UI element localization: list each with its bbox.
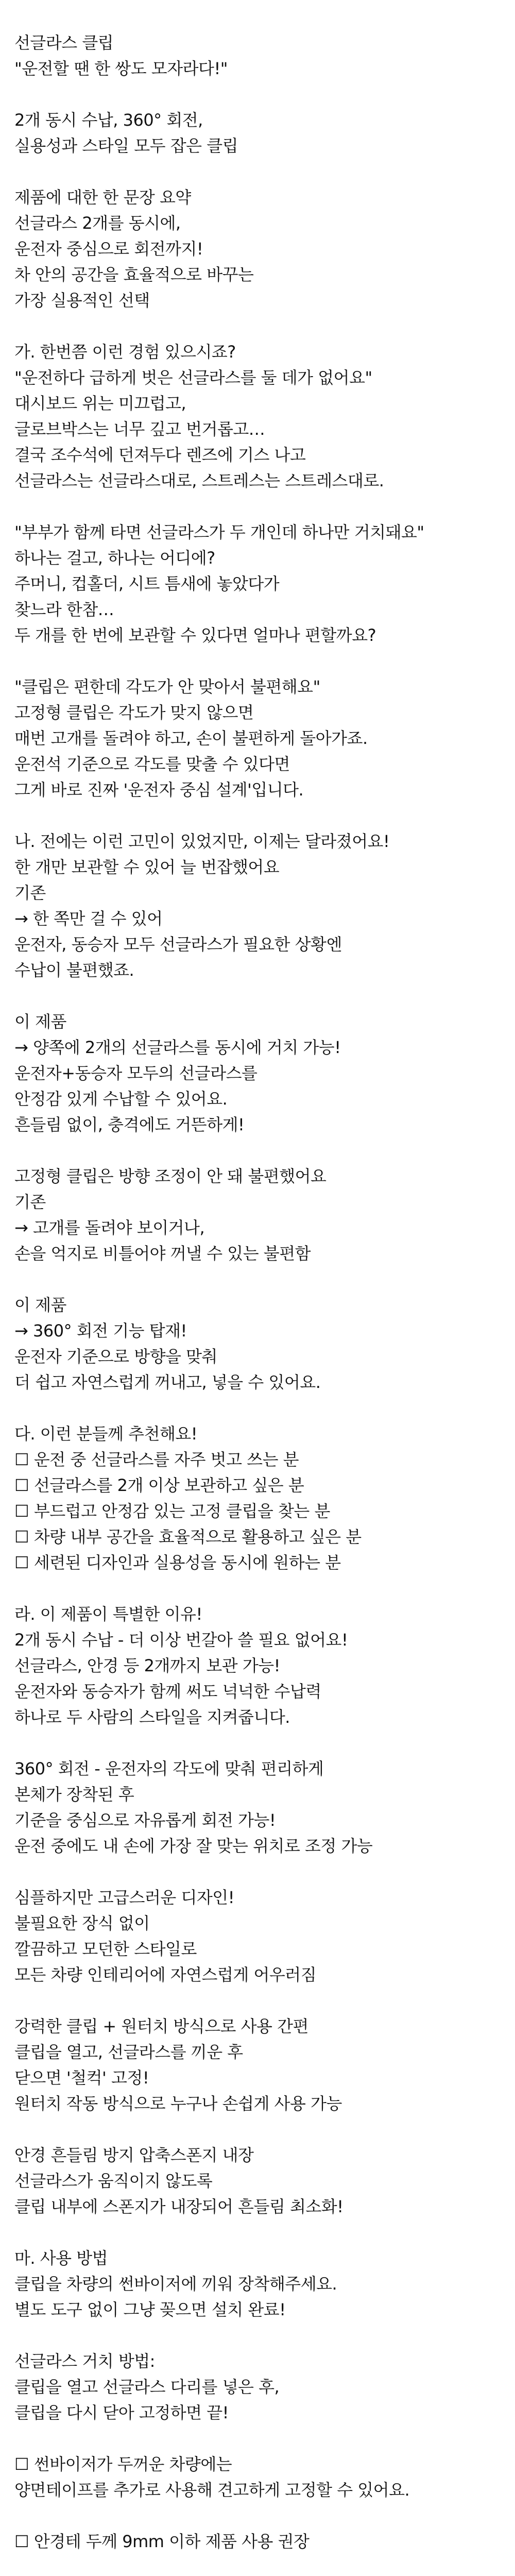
text-line: 닫으면 '철컥' 고정! bbox=[14, 2068, 149, 2088]
text-line: ☐ 세련된 디자인과 실용성을 동시에 원하는 분 bbox=[14, 1553, 341, 1572]
text-line: 실용성과 스타일 모두 잡은 클립 bbox=[14, 136, 238, 156]
text-line: 불필요한 장식 없이 bbox=[14, 1913, 150, 1933]
text-line: 운전자, 동승자 모두 선글라스가 필요한 상황엔 bbox=[14, 935, 342, 954]
text-line: 흔들림 없이, 충격에도 거뜬하게! bbox=[14, 1115, 245, 1134]
text-line: 선글라스는 선글라스대로, 스트레스는 스트레스대로. bbox=[14, 471, 384, 490]
text-line: 운전자 중심으로 회전까지! bbox=[14, 239, 203, 259]
text-line: 선글라스, 안경 등 2개까지 보관 가능! bbox=[14, 1656, 280, 1675]
blank-line bbox=[14, 2554, 515, 2576]
text-line: 안정감 있게 수납할 수 있어요. bbox=[14, 1089, 228, 1109]
blank-line bbox=[14, 494, 515, 519]
text-line: ☐ 선글라스를 2개 이상 보관하고 싶은 분 bbox=[14, 1476, 304, 1495]
text-line: 기준을 중심으로 자유롭게 회전 가능! bbox=[14, 1810, 276, 1830]
text-line: 차 안의 공간을 효율적으로 바꾸는 bbox=[14, 265, 254, 284]
blank-line bbox=[14, 1988, 515, 2013]
blank-line bbox=[14, 1859, 515, 1885]
text-line: 결국 조수석에 던져두다 렌즈에 기스 나고 bbox=[14, 445, 306, 465]
text-line: 가장 실용적인 선택 bbox=[14, 291, 150, 310]
text-line: → 360° 회전 기능 탑재! bbox=[14, 1321, 187, 1341]
text-line: 운전자 기준으로 방향을 맞춰 bbox=[14, 1347, 217, 1366]
text-line: 마. 사용 방법 bbox=[14, 2248, 108, 2268]
text-line: 매번 고개를 돌려야 하고, 손이 불편하게 돌아가죠. bbox=[14, 728, 368, 748]
text-line: ☐ 차량 내부 공간을 효율적으로 활용하고 싶은 분 bbox=[14, 1527, 362, 1547]
text-line: "운전할 땐 한 쌍도 모자라다!" bbox=[14, 59, 228, 78]
text-line: 안경 흔들림 방지 압축스폰지 내장 bbox=[14, 2145, 254, 2165]
text-line: → 한 쪽만 걸 수 있어 bbox=[14, 909, 163, 928]
blank-line bbox=[14, 2503, 515, 2529]
text-line: 별도 도구 없이 그냥 꽂으면 설치 완료! bbox=[14, 2300, 286, 2319]
text-line: ☐ 안경테 두께 9mm 이하 제품 사용 권장 bbox=[14, 2532, 310, 2551]
text-line: "클립은 편한데 각도가 안 맞아서 불편해요" bbox=[14, 677, 320, 697]
text-line: 손을 억지로 비틀어야 꺼낼 수 있는 불편함 bbox=[14, 1244, 311, 1263]
text-line: → 고개를 돌려야 보이거나, bbox=[14, 1218, 205, 1238]
text-line: ☐ 썬바이저가 두꺼운 차량에는 bbox=[14, 2454, 232, 2474]
blank-line bbox=[14, 1730, 515, 1756]
blank-line bbox=[14, 1266, 515, 1292]
text-line: 하나는 걸고, 하나는 어디에? bbox=[14, 548, 215, 568]
text-line: 글로브박스는 너무 깊고 번거롭고… bbox=[14, 419, 265, 439]
text-line: 강력한 클립 + 원터치 방식으로 사용 간편 bbox=[14, 2016, 308, 2036]
text-line: 심플하지만 고급스러운 디자인! bbox=[14, 1888, 235, 1907]
text-line: 제품에 대한 한 문장 요약 bbox=[14, 188, 191, 207]
blank-line bbox=[14, 2219, 515, 2245]
text-line: 수납이 불편했죠. bbox=[14, 960, 134, 980]
text-line: → 양쪽에 2개의 선글라스를 동시에 거치 가능! bbox=[14, 1038, 341, 1057]
text-line: 이 제품 bbox=[14, 1012, 66, 1031]
text-line: 클립을 열고 선글라스 다리를 넣은 후, bbox=[14, 2377, 280, 2397]
text-line: 클립을 열고, 선글라스를 끼운 후 bbox=[14, 2042, 243, 2062]
text-line: 2개 동시 수납, 360° 회전, bbox=[14, 110, 203, 130]
text-line: 두 개를 한 번에 보관할 수 있다면 얼마나 편할까요? bbox=[14, 625, 376, 645]
text-line: 고정형 클립은 방향 조정이 안 돼 불편했어요 bbox=[14, 1166, 327, 1186]
text-line: 더 쉽고 자연스럽게 꺼내고, 넣을 수 있어요. bbox=[14, 1372, 321, 1392]
blank-line bbox=[14, 1138, 515, 1163]
text-line: "부부가 함께 타면 선글라스가 두 개인데 하나만 거치돼요" bbox=[14, 522, 424, 542]
text-line: 하나로 두 사람의 스타일을 지켜줍니다. bbox=[14, 1707, 290, 1727]
text-line: 가. 한번쯤 이런 경험 있으시죠? bbox=[14, 342, 236, 362]
blank-line bbox=[14, 2323, 515, 2348]
text-line: ☐ 운전 중 선글라스를 자주 벗고 쓰는 분 bbox=[14, 1450, 299, 1469]
text-line: ☐ 부드럽고 안정감 있는 고정 클립을 찾는 분 bbox=[14, 1501, 330, 1521]
text-line: "운전하다 급하게 벗은 선글라스를 둘 데가 없어요" bbox=[14, 368, 372, 387]
text-line: 360° 회전 - 운전자의 각도에 맞춰 편리하게 bbox=[14, 1759, 324, 1778]
blank-line bbox=[14, 81, 515, 107]
text-line: 한 개만 보관할 수 있어 늘 번잡했어요 bbox=[14, 857, 280, 877]
blank-line bbox=[14, 983, 515, 1009]
text-line: 선글라스가 움직이지 않도록 bbox=[14, 2171, 213, 2191]
blank-line bbox=[14, 2426, 515, 2451]
text-line: 원터치 작동 방식으로 누구나 손쉽게 사용 가능 bbox=[14, 2094, 342, 2113]
text-line: 라. 이 제품이 특별한 이유! bbox=[14, 1604, 202, 1624]
text-line: 대시보드 위는 미끄럽고, bbox=[14, 394, 186, 413]
text-line: 찾느라 한참… bbox=[14, 600, 114, 619]
text-line: 모든 차량 인테리어에 자연스럽게 어우러짐 bbox=[14, 1965, 317, 1985]
text-line: 그게 바로 진짜 '운전자 중심 설계'입니다. bbox=[14, 780, 304, 800]
text-line: 이 제품 bbox=[14, 1295, 66, 1315]
blank-line bbox=[14, 1395, 515, 1421]
text-line: 클립을 차량의 썬바이저에 끼워 장착해주세요. bbox=[14, 2274, 337, 2294]
text-line: 클립을 다시 닫아 고정하면 끝! bbox=[14, 2403, 229, 2422]
text-line: 운전자+동승자 모두의 선글라스를 bbox=[14, 1063, 258, 1083]
text-line: 다. 이런 분들께 추천해요! bbox=[14, 1424, 198, 1444]
text-line: 운전석 기준으로 각도를 맞출 수 있다면 bbox=[14, 754, 290, 774]
text-line: 나. 전에는 이런 고민이 있었지만, 이제는 달라졌어요! bbox=[14, 832, 390, 851]
text-line: 클립 내부에 스폰지가 내장되어 흔들림 최소화! bbox=[14, 2197, 344, 2216]
text-line: 주머니, 컵홀더, 시트 틈새에 놓았다가 bbox=[14, 574, 280, 594]
text-line: 선글라스 2개를 동시에, bbox=[14, 213, 181, 233]
text-line: 기존 bbox=[14, 1192, 46, 1212]
blank-line bbox=[14, 648, 515, 674]
text-line: 선글라스 거치 방법: bbox=[14, 2351, 155, 2371]
text-line: 선글라스 클립 bbox=[14, 33, 114, 53]
text-line: 깔끔하고 모던한 스타일로 bbox=[14, 1939, 197, 1959]
text-line: 본체가 장착된 후 bbox=[14, 1785, 134, 1804]
blank-line bbox=[14, 1575, 515, 1601]
text-line: 고정형 클립은 각도가 맞지 않으면 bbox=[14, 703, 254, 722]
blank-line bbox=[14, 2116, 515, 2142]
text-line: 운전 중에도 내 손에 가장 잘 맞는 위치로 조정 가능 bbox=[14, 1836, 373, 1856]
text-line: 2개 동시 수납 - 더 이상 번갈아 쓸 필요 없어요! bbox=[14, 1630, 348, 1650]
blank-line bbox=[14, 803, 515, 828]
text-line: 기존 bbox=[14, 883, 46, 903]
text-line: 양면테이프를 추가로 사용해 견고하게 고정할 수 있어요. bbox=[14, 2480, 410, 2500]
blank-line bbox=[14, 313, 515, 339]
text-line: 운전자와 동승자가 함께 써도 넉넉한 수납력 bbox=[14, 1682, 321, 1701]
blank-line bbox=[14, 159, 515, 184]
